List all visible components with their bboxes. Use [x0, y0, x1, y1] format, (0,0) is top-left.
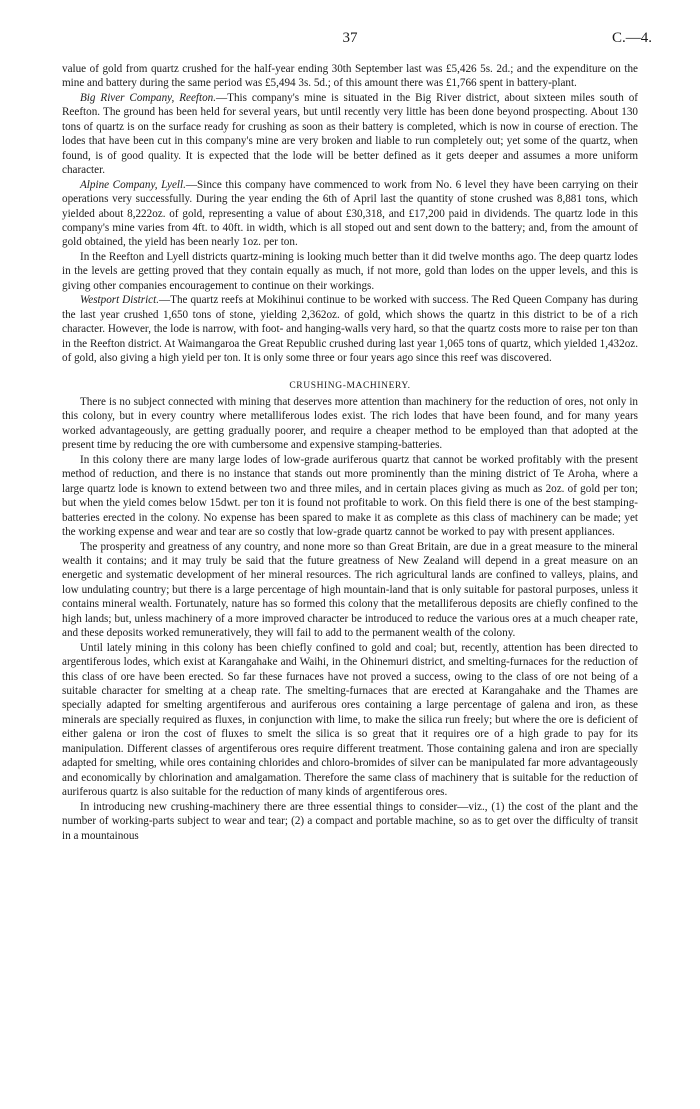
paragraph-westport: [62, 293, 638, 365]
paragraph-text: —This company's mine is situated in the Big River district, about sixteen miles south of Reefton. The ground has been held for several years, but until recently very little has been done beyond prospecting. About 130 tons of quartz is on the surface ready for crushing as soon as their battery is completed, which is now in course of erection. The lodes that have been cut in this company's mine are very broken and liable to run completely out; yet some of the quartz, when found, is of good quality. It is expected that the lode will be better defined as it gets deeper and assumes a more uniform character.: [62, 91, 638, 177]
paragraph: There is no subject connected with mining that deserves more attention than machinery for the reduction of ores, not only in this colony, but in every country where metalliferous lodes exist. The rich lodes that have been found, and for many years worked advantageously, are getting gradually poorer, and require a cheaper method to be employed than that adopted at the present time by reducing the ore with cumbersome and expensive stamping-batteries.: [62, 395, 638, 452]
paragraph: In this colony there are many large lodes of low-grade auriferous quartz that cannot be worked profitably with the present method of reduction, and there is no instance that stands out more prominently than the mining district of Te Aroha, where a large quartz lode is known to extend between two and three miles, and in certain places giving as much as 2oz. of gold per ton; but when the yield comes below 15dwt. per ton it is found not profitable to work. On this field there is one of the best stamping-batteries erected in the colony. No expense has been spared to make it as complete as this class of machinery can be made; yet the working expense and wear and tear are so costly that low-grade quartz cannot be worked to pay with present appliances.: [62, 453, 638, 539]
document-reference: C.—4.: [611, 30, 652, 46]
paragraph-big-river: [62, 91, 638, 178]
paragraph: In the Reefton and Lyell districts quartz-mining is looking much better than it did twelve months ago. The deep quartz lodes in the levels are getting proved that they contain equally as much, if not more, gold than lodes on the upper levels, and this is giving other companies encouragement to continue on their workings.: [62, 250, 638, 292]
page-number: 37: [342, 30, 358, 46]
paragraph: Until lately mining in this colony has been chiefly confined to gold and coal; but, recently, attention has been directed to argentiferous lodes, which exist at Karangahake and Waihi, in the Ohinemuri district, and smelting-furnaces for the reduction of this class of ore have been erected. So far these furnaces have not proved a success, owing to the class of ore not being of a suitable character for smelting at a cheap rate. The smelting-furnaces that are erected at Karangahake and the Thames are specially adapted for smelting argentiferous and auriferous ores containing a large percentage of galena and iron, as these minerals are specially required as fluxes, in conjunction with lime, to make the silica run freely; but where the ore is deficient of either galena or iron the cost of fluxes to smelt the silica is so great that it requires ore of a high grade to pay for its manipulation. Different classes of argentiferous ores require different treatment. Those containing galena and iron are specially adapted for smelting, while ores containing chlorides and chloro-bromides of silver can be manipulated far more advantageously and economically by chlorination and amalgamation. Therefore the same class of machinery that is suitable for the reduction of auriferous quartz is also suitable for the reduction of many kinds of argentiferous ores.: [62, 641, 638, 799]
company-name: Alpine Company, Lyell.: [80, 178, 186, 191]
paragraph: The prosperity and greatness of any country, and none more so than Great Britain, are due in a great measure to the mineral wealth it contains; and it may truly be said that the future greatness of New Zealand will depend in a great measure on an energetic and systematic development of her mineral resources. The rich agricultural lands are confined to valleys, plains, and low undulating country; but there is a large percentage of high mountain-land that is only suitable for pastoral purposes, unless it contains mineral wealth. Fortunately, nature has so formed this colony that the metalliferous deposits are chiefly confined to the high lands; but, unless machinery of a more improved character be introduced to reduce the various ores at a much cheaper rate, and these deposits worked remuneratively, they will fail to add to the permanent wealth of the colony.: [62, 540, 638, 640]
company-name: Big River Company, Reefton.: [80, 91, 217, 104]
paragraph-alpine: [62, 178, 638, 250]
page-body: [62, 62, 638, 843]
paragraph-text: —Since this company have commenced to work from No. 6 level they have been carrying on their operations very successfully. During the year ending the 6th of April last the quantity of stone crushed was 8,881 tons, which yielded about 8,222oz. of gold, representing a value of about £30,318, and £17,200 paid in dividends. The quartz lode in this company's mine varies from 4ft. to 40ft. in width, which is all stoped out and sent down to the battery; and, from the amount of gold obtained, the yield has been nearly 1oz. per ton.: [62, 178, 638, 249]
page-header: [0, 30, 700, 50]
paragraph: In introducing new crushing-machinery there are three essential things to consider—viz., (1) the cost of the plant and the number of working-parts subject to wear and tear; (2) a compact and portable machine, so as to get over the difficulty of transit in a mountainous: [62, 800, 638, 842]
district-name: Westport District.: [80, 294, 160, 307]
paragraph: value of gold from quartz crushed for the half-year ending 30th September last was £5,426 5s. 2d.; and the expenditure on the mine and battery during the same period was £5,494 3s. 5d.; of this amount there was £1,766 spent in battery-plant.: [62, 63, 638, 90]
section-heading: CRUSHING-MACHINERY.: [289, 380, 411, 391]
paragraph-text: —The quartz reefs at Mokihinui continue to be worked with success. The Red Queen Company has during the last year crushed 1,650 tons of stone, yielding 2,362oz. of gold, which shows the quartz in this district to be of a rich character. However, the lode is narrow, with foot- and hanging-walls very hard, so that the quartz costs more to raise per ton than in the Reefton district. At Waimangaroa the Great Republic crushed during last year 1,065 tons of quartz, which yielded 1,432oz. of gold, also giving a high yield per ton. It is only some three or four years ago since this reef was discovered.: [62, 294, 638, 365]
